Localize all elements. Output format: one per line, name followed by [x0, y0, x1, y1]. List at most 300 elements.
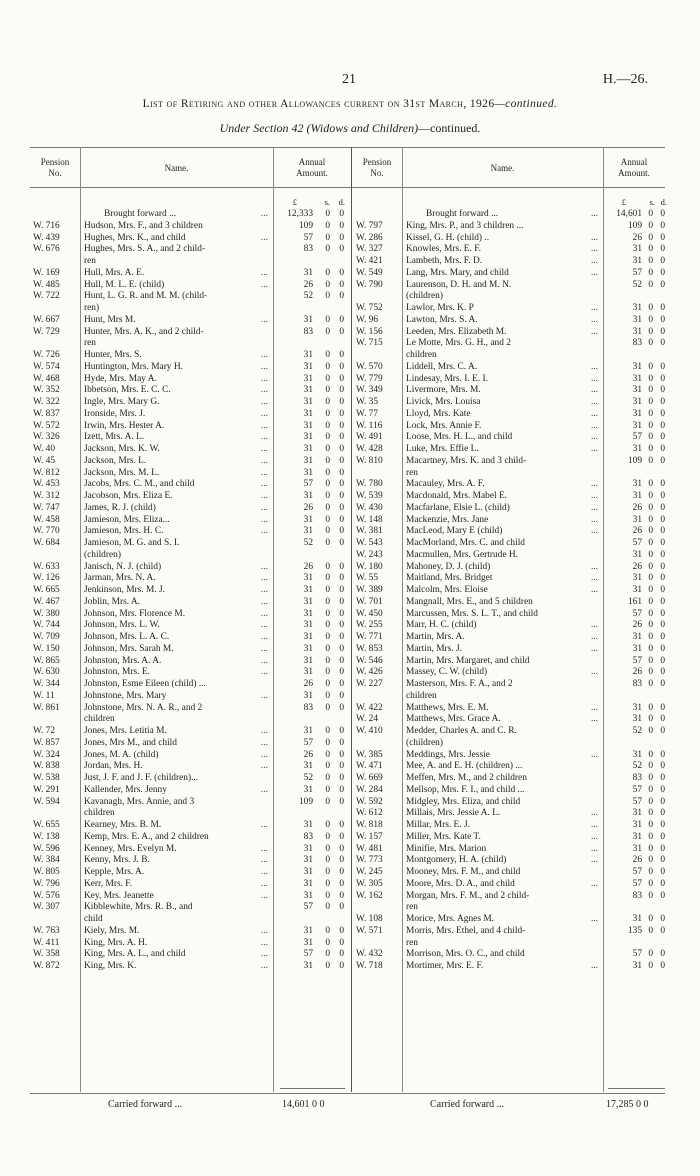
pension-number: W. 458	[33, 514, 60, 525]
table-row	[0, 221, 700, 232]
amount-shillings: 0	[648, 491, 653, 501]
amount-pounds: 31	[632, 702, 642, 713]
header-pension-no: Pension No.	[40, 157, 70, 178]
amount-shillings: 0	[325, 514, 330, 525]
amount-pounds: 31	[303, 420, 313, 431]
amount-pence: 0	[660, 843, 665, 854]
table-row	[0, 714, 700, 725]
pensioner-name-text: Lindesay, Mrs. I. E. I.	[406, 373, 488, 384]
amount-pence: 0	[660, 949, 665, 960]
amount-pence: 0	[339, 867, 344, 877]
pensioner-name	[406, 938, 600, 949]
dot-leader: ...	[588, 878, 598, 889]
dot-leader: ...	[588, 420, 598, 431]
amount-pounds: 31	[303, 843, 313, 854]
amount-shillings: 0	[325, 432, 330, 443]
amount-shillings: 0	[325, 949, 330, 960]
amount-pence: 0	[660, 961, 665, 971]
amount-shillings: 0	[325, 244, 330, 255]
amount-pounds: 52	[303, 538, 313, 548]
table-row	[0, 926, 700, 937]
dot-leader: ...	[258, 526, 268, 537]
pension-number: W. 72	[33, 726, 56, 736]
dot-leader: ...	[588, 632, 598, 642]
amount-pence: 0	[339, 608, 344, 619]
pensioner-name-text: ren)	[84, 303, 100, 313]
pensioner-name-text: Martin, Mrs. A.	[406, 632, 465, 642]
table-row	[0, 761, 700, 772]
amount-pence: 0	[339, 291, 344, 302]
amount-shillings: 0	[648, 514, 653, 525]
pensioner-name	[406, 303, 600, 314]
dot-leader: ...	[258, 820, 268, 830]
pensioner-name	[406, 961, 600, 972]
amount-shillings: 0	[648, 573, 653, 584]
pension-number: W. 773	[356, 855, 383, 866]
dot-leader: ...	[588, 314, 598, 325]
dot-leader: ...	[258, 279, 268, 290]
pension-number: W. 380	[33, 608, 60, 619]
pensioner-name-text: Jones, M. A. (child)	[84, 749, 159, 760]
amount-shillings: 0	[648, 961, 653, 971]
dot-leader: ...	[258, 608, 268, 619]
pensioner-name	[406, 562, 600, 573]
amount-pence: 0	[339, 925, 344, 936]
amount-pounds: 31	[303, 925, 313, 936]
amount-pounds: 31	[303, 655, 313, 666]
amount-shillings: 0	[648, 620, 653, 631]
table-row	[0, 879, 700, 890]
table-row	[0, 620, 700, 631]
amount-shillings: 0	[648, 408, 653, 419]
amount-pounds: 31	[303, 667, 313, 678]
unit-pound: £	[621, 197, 626, 207]
pensioner-name	[406, 656, 600, 667]
title-tail: —continued.	[494, 98, 558, 110]
amount-pence: 0	[660, 820, 665, 830]
amount-shillings: 0	[648, 949, 653, 960]
pensioner-name-text: Liddell, Mrs. C. A.	[406, 361, 478, 372]
amount-shillings: 0	[648, 479, 653, 490]
amount-pence: 0	[339, 408, 344, 419]
pension-number: W. 428	[356, 444, 383, 454]
pensioner-name-text: Johnson, Mrs. L. W.	[84, 620, 160, 631]
page-subtitle	[0, 121, 700, 136]
table-row	[0, 491, 700, 502]
amount-pounds: 31	[632, 491, 642, 501]
pension-number: W. 385	[356, 749, 383, 760]
amount-pounds: 31	[632, 256, 642, 266]
amount-pence: 0	[660, 831, 665, 842]
pensioner-name	[406, 703, 600, 714]
dot-leader: ...	[258, 232, 268, 243]
carried-forward-amount-right: 17,285 0 0	[606, 1099, 649, 1110]
pension-number: W. 358	[33, 949, 60, 960]
pensioner-name-text: Kavanagh, Mrs. Annie, and 3	[84, 796, 195, 807]
amount-shillings: 0	[325, 444, 330, 454]
table-row	[0, 338, 700, 349]
pensioner-name-text: Massey, C. W. (child)	[406, 667, 488, 678]
pensioner-name-text: Ironside, Mrs. J.	[84, 408, 146, 419]
pension-number: W. 797	[356, 220, 383, 231]
amount-pounds: 26	[303, 279, 313, 290]
amount-pounds: 26	[632, 855, 642, 866]
dot-leader: ...	[588, 244, 598, 255]
pension-number: W. 481	[356, 843, 383, 854]
dot-leader: ...	[588, 526, 598, 537]
pensioner-name-text: Macmullen, Mrs. Gertrude H.	[406, 549, 518, 560]
table-row	[0, 632, 700, 643]
pension-number: W. 245	[356, 867, 383, 877]
pension-number: W. 570	[356, 361, 383, 372]
pensioner-name-text: MacLeod, Mary E (child)	[406, 526, 503, 537]
dot-leader: ...	[588, 961, 598, 971]
pensioner-name-text: Minifie, Mrs. Marion	[406, 843, 487, 854]
table-row	[0, 679, 700, 690]
table-row	[0, 750, 700, 761]
amount-pounds: 57	[632, 796, 642, 807]
amount-pounds: 31	[632, 385, 642, 396]
pensioner-name-text: Miller, Mrs. Kate T.	[406, 831, 481, 842]
pension-number: W. 421	[356, 256, 383, 266]
amount-pounds: 31	[632, 549, 642, 560]
amount-pence: 0	[339, 655, 344, 666]
amount-shillings: 0	[325, 573, 330, 584]
amount-pence: 0	[660, 761, 665, 772]
carried-forward-label-right: Carried forward ...	[430, 1099, 505, 1110]
amount-pounds: 83	[632, 679, 642, 689]
amount-shillings: 0	[648, 585, 653, 595]
pensioner-name-text: Jackson, Mrs. M. L.	[84, 467, 160, 478]
amount-pence: 0	[339, 514, 344, 525]
amount-pounds: 31	[303, 608, 313, 619]
pensioner-name-text: Hughes, Mrs. S. A., and 2 child-	[84, 244, 206, 255]
pensioner-name	[406, 409, 600, 420]
dot-leader: ...	[258, 749, 268, 760]
dot-leader: ...	[588, 444, 598, 454]
page-number: 21	[342, 72, 356, 87]
pensioner-name-text: Jenkinson, Mrs. M. J.	[84, 585, 165, 595]
pension-number: W. 45	[33, 455, 56, 466]
amount-pence: 0	[660, 338, 665, 349]
amount-pounds: 31	[303, 397, 313, 407]
pension-number: W. 633	[33, 561, 60, 572]
dot-leader: ...	[588, 209, 598, 219]
pensioner-name	[406, 891, 600, 902]
pension-number: W. 24	[356, 714, 379, 725]
amount-shillings: 0	[325, 796, 330, 807]
pensioner-name-text: Brought forward ...	[426, 209, 499, 219]
amount-pence: 0	[660, 808, 665, 819]
pension-number: W. 453	[33, 479, 60, 490]
pensioner-name-text: Kemp, Mrs. E. A., and 2 children	[84, 831, 209, 842]
pensioner-name	[406, 914, 600, 925]
table-row	[0, 280, 700, 291]
amount-pence: 0	[339, 667, 344, 678]
pension-number: W. 684	[33, 538, 60, 548]
amount-shillings: 0	[325, 291, 330, 302]
pensioner-name-text: Mooney, Mrs. F. M., and child	[406, 867, 521, 877]
amount-pence: 0	[339, 620, 344, 631]
pension-number: W. 180	[356, 561, 383, 572]
pensioner-name-text: Lawton, Mrs. S. A.	[406, 314, 478, 325]
amount-pence: 0	[660, 655, 665, 666]
pension-number: W. 40	[33, 444, 56, 454]
pensioner-name-text: Lock, Mrs. Annie F.	[406, 420, 482, 431]
pension-number: W. 549	[356, 267, 383, 278]
table-row	[0, 597, 700, 608]
amount-pence: 0	[660, 385, 665, 396]
dot-leader: ...	[588, 843, 598, 854]
pensioner-name-text: Kepple, Mrs. A.	[84, 867, 145, 877]
dot-leader: ...	[258, 925, 268, 936]
amount-pence: 0	[660, 867, 665, 877]
dot-leader: ...	[258, 373, 268, 384]
table-row	[0, 844, 700, 855]
amount-shillings: 0	[325, 820, 330, 830]
pensioner-name	[406, 244, 600, 255]
pensioner-name	[406, 585, 600, 596]
pensioner-name-text: Morris, Mrs. Ethel, and 4 child-	[406, 925, 526, 936]
amount-shillings: 0	[648, 702, 653, 713]
pensioner-name-text: Hunt, Mrs M.	[84, 314, 136, 325]
pensioner-name-text: Lloyd, Mrs. Kate	[406, 408, 471, 419]
pension-number: W. 432	[356, 949, 383, 960]
pensioner-name	[406, 491, 600, 502]
unit-shilling: s.	[649, 197, 655, 207]
dot-leader: ...	[258, 314, 268, 325]
amount-pounds: 26	[632, 502, 642, 513]
table-row	[0, 550, 700, 561]
pension-number: W. 227	[356, 679, 383, 689]
pensioner-name-text: Just, J. F. and J. F. (children)...	[84, 773, 199, 783]
amount-pence: 0	[660, 726, 665, 736]
amount-pence: 0	[339, 444, 344, 454]
amount-shillings: 0	[325, 408, 330, 419]
amount-pence: 0	[339, 961, 344, 971]
pensioner-name-text: Mackenzie, Mrs. Jane	[406, 514, 489, 525]
amount-pounds: 135	[627, 925, 642, 936]
amount-pence: 0	[339, 491, 344, 501]
table-row	[0, 315, 700, 326]
pensioner-name-text: Morice, Mrs. Agnes M.	[406, 914, 495, 924]
dot-leader: ...	[588, 561, 598, 572]
pensioner-name-text: Huntington, Mrs. Mary H.	[84, 361, 183, 372]
pensioner-name	[406, 855, 600, 866]
amount-shillings: 0	[325, 585, 330, 595]
table-row	[0, 268, 700, 279]
dot-leader: ...	[588, 502, 598, 513]
dot-leader: ...	[588, 643, 598, 654]
pension-number: W. 539	[356, 491, 383, 501]
pension-number: W. 571	[356, 925, 383, 936]
dot-leader: ...	[588, 585, 598, 595]
pension-number: W. 352	[33, 385, 60, 396]
amount-pence: 0	[660, 420, 665, 431]
pensioner-name-text: Marr, H. C. (child)	[406, 620, 477, 631]
amount-shillings: 0	[325, 491, 330, 501]
amount-pounds: 83	[632, 890, 642, 901]
amount-pence: 0	[339, 373, 344, 384]
pensioner-name	[406, 421, 600, 432]
amount-pence: 0	[339, 585, 344, 595]
pensioner-name-text: Kallender, Mrs. Jenny	[84, 784, 167, 795]
pension-number: W. 576	[33, 890, 60, 901]
pension-number: W. 430	[356, 502, 383, 513]
amount-shillings: 0	[325, 890, 330, 901]
amount-pence: 0	[660, 408, 665, 419]
amount-pence: 0	[660, 220, 665, 231]
amount-shillings: 0	[648, 914, 653, 924]
pensioner-name-text: Midgley, Mrs. Eliza, and child	[406, 796, 521, 807]
pensioner-name	[406, 268, 600, 279]
amount-pence: 0	[339, 244, 344, 255]
amount-shillings: 0	[325, 420, 330, 431]
amount-pounds: 83	[303, 244, 313, 255]
pensioner-name-text: Malcolm, Mrs. Eloise	[406, 585, 488, 595]
dot-leader: ...	[258, 737, 268, 748]
pension-number: W. 722	[33, 291, 60, 302]
dot-leader: ...	[258, 867, 268, 877]
pensioner-name-text: Izett, Mrs. A. L.	[84, 432, 145, 443]
table-row	[0, 914, 700, 925]
pensioner-name-text: Kenny, Mrs. J. B.	[84, 855, 150, 866]
amount-shillings: 0	[325, 361, 330, 372]
amount-shillings: 0	[325, 843, 330, 854]
table-row	[0, 609, 700, 620]
amount-pounds: 31	[303, 408, 313, 419]
amount-pence: 0	[660, 890, 665, 901]
pensioner-name-text: Johnstone, Mrs. N. A. R., and 2	[84, 702, 203, 713]
amount-pence: 0	[660, 479, 665, 490]
amount-shillings: 0	[325, 784, 330, 795]
table-row	[0, 726, 700, 737]
amount-pounds: 31	[303, 361, 313, 372]
pensioner-name	[406, 291, 600, 302]
amount-shillings: 0	[648, 314, 653, 325]
table-row	[0, 644, 700, 655]
pensioner-name	[406, 785, 600, 796]
pensioner-name-text: Morgan, Mrs. F. M., and 2 child-	[406, 890, 530, 901]
pensioner-name-text: children	[406, 690, 437, 701]
pension-number: W. 572	[33, 420, 60, 431]
amount-pounds: 14,601	[616, 209, 642, 219]
pensioner-name-text: Hunt, L. G. R. and M. M. (child-	[84, 291, 208, 302]
pensioner-name-text: Johnston, Mrs. E.	[84, 667, 150, 678]
amount-shillings: 0	[325, 726, 330, 736]
amount-shillings: 0	[648, 267, 653, 278]
table-row	[0, 867, 700, 878]
pensioner-name	[406, 362, 600, 373]
header-pension-no-right: Pension No.	[362, 157, 392, 178]
pension-number: W. 307	[33, 902, 60, 913]
pensioner-name-text: Joblin, Mrs. A.	[84, 596, 140, 607]
dot-leader: ...	[258, 561, 268, 572]
total-rule	[280, 1088, 345, 1089]
unit-pound: £	[292, 197, 297, 207]
amount-pounds: 109	[627, 220, 642, 231]
pensioner-name-text: King, Mrs. A. L., and child	[84, 949, 186, 960]
pension-number: W. 838	[33, 761, 60, 772]
pensioner-name-text: Johnson, Mrs. Sarah M.	[84, 643, 174, 654]
amount-pence: 0	[339, 385, 344, 396]
pensioner-name-text: Millar, Mrs. E. J.	[406, 820, 470, 830]
pensioner-name	[406, 456, 600, 467]
amount-pounds: 52	[632, 726, 642, 736]
amount-pounds: 31	[632, 749, 642, 760]
amount-pounds: 83	[303, 326, 313, 337]
dot-leader: ...	[258, 655, 268, 666]
amount-shillings: 0	[648, 561, 653, 572]
pensioner-name-text: Meddings, Mrs. Jessie	[406, 749, 490, 760]
pensioner-name-text: Laurenson, D. H. and M. N.	[406, 279, 512, 290]
table-row	[0, 703, 700, 714]
dot-leader: ...	[588, 667, 598, 678]
table-row	[0, 573, 700, 584]
pensioner-name-text: Meffen, Mrs. M., and 2 children	[406, 773, 527, 783]
amount-pounds: 57	[632, 538, 642, 548]
pensioner-name	[406, 597, 600, 608]
amount-pence: 0	[660, 279, 665, 290]
table-row	[0, 479, 700, 490]
pensioner-name-text: children	[84, 808, 115, 819]
dot-leader: ...	[258, 643, 268, 654]
carried-forward-label-left: Carried forward ...	[108, 1099, 183, 1110]
pensioner-name-text: Livick, Mrs. Louisa	[406, 397, 481, 407]
dot-leader: ...	[258, 361, 268, 372]
amount-pence: 0	[339, 702, 344, 713]
amount-pounds: 31	[632, 643, 642, 654]
amount-pence: 0	[339, 937, 344, 948]
table-row	[0, 362, 700, 373]
pension-number: W. 305	[356, 878, 383, 889]
table-row	[0, 526, 700, 537]
pension-number: W. 327	[356, 244, 383, 255]
dot-leader: ...	[588, 702, 598, 713]
pensioner-name	[406, 374, 600, 385]
amount-pence: 0	[660, 585, 665, 595]
amount-shillings: 0	[325, 749, 330, 760]
table-row	[0, 949, 700, 960]
amount-shillings: 0	[325, 326, 330, 337]
pensioner-name-text: ren	[84, 256, 96, 266]
pensioner-name-text: MacMorland, Mrs. C. and child	[406, 538, 525, 548]
pension-number: W. 389	[356, 585, 383, 595]
amount-pence: 0	[339, 643, 344, 654]
amount-pounds: 26	[303, 749, 313, 760]
dot-leader: ...	[258, 890, 268, 901]
amount-pence: 0	[339, 232, 344, 243]
pensioner-name	[406, 515, 600, 526]
amount-shillings: 0	[648, 432, 653, 443]
pension-number: W. 715	[356, 338, 383, 349]
amount-shillings: 0	[325, 397, 330, 407]
amount-pence: 0	[660, 667, 665, 678]
title-main: List of Retiring and other Allowances current on 31st March, 1926	[142, 98, 495, 110]
amount-pence: 0	[660, 397, 665, 407]
amount-pence: 0	[660, 878, 665, 889]
pension-number: W. 752	[356, 303, 383, 313]
amount-pounds: 31	[303, 573, 313, 584]
pensioner-name-text: Ingle, Mrs. Mary G.	[84, 397, 160, 407]
pensioner-name	[406, 397, 600, 408]
amount-shillings: 0	[648, 890, 653, 901]
dot-leader: ...	[258, 408, 268, 419]
amount-pounds: 57	[303, 902, 313, 913]
amount-shillings: 0	[648, 549, 653, 560]
amount-pounds: 26	[632, 561, 642, 572]
pension-number: W. 837	[33, 408, 60, 419]
